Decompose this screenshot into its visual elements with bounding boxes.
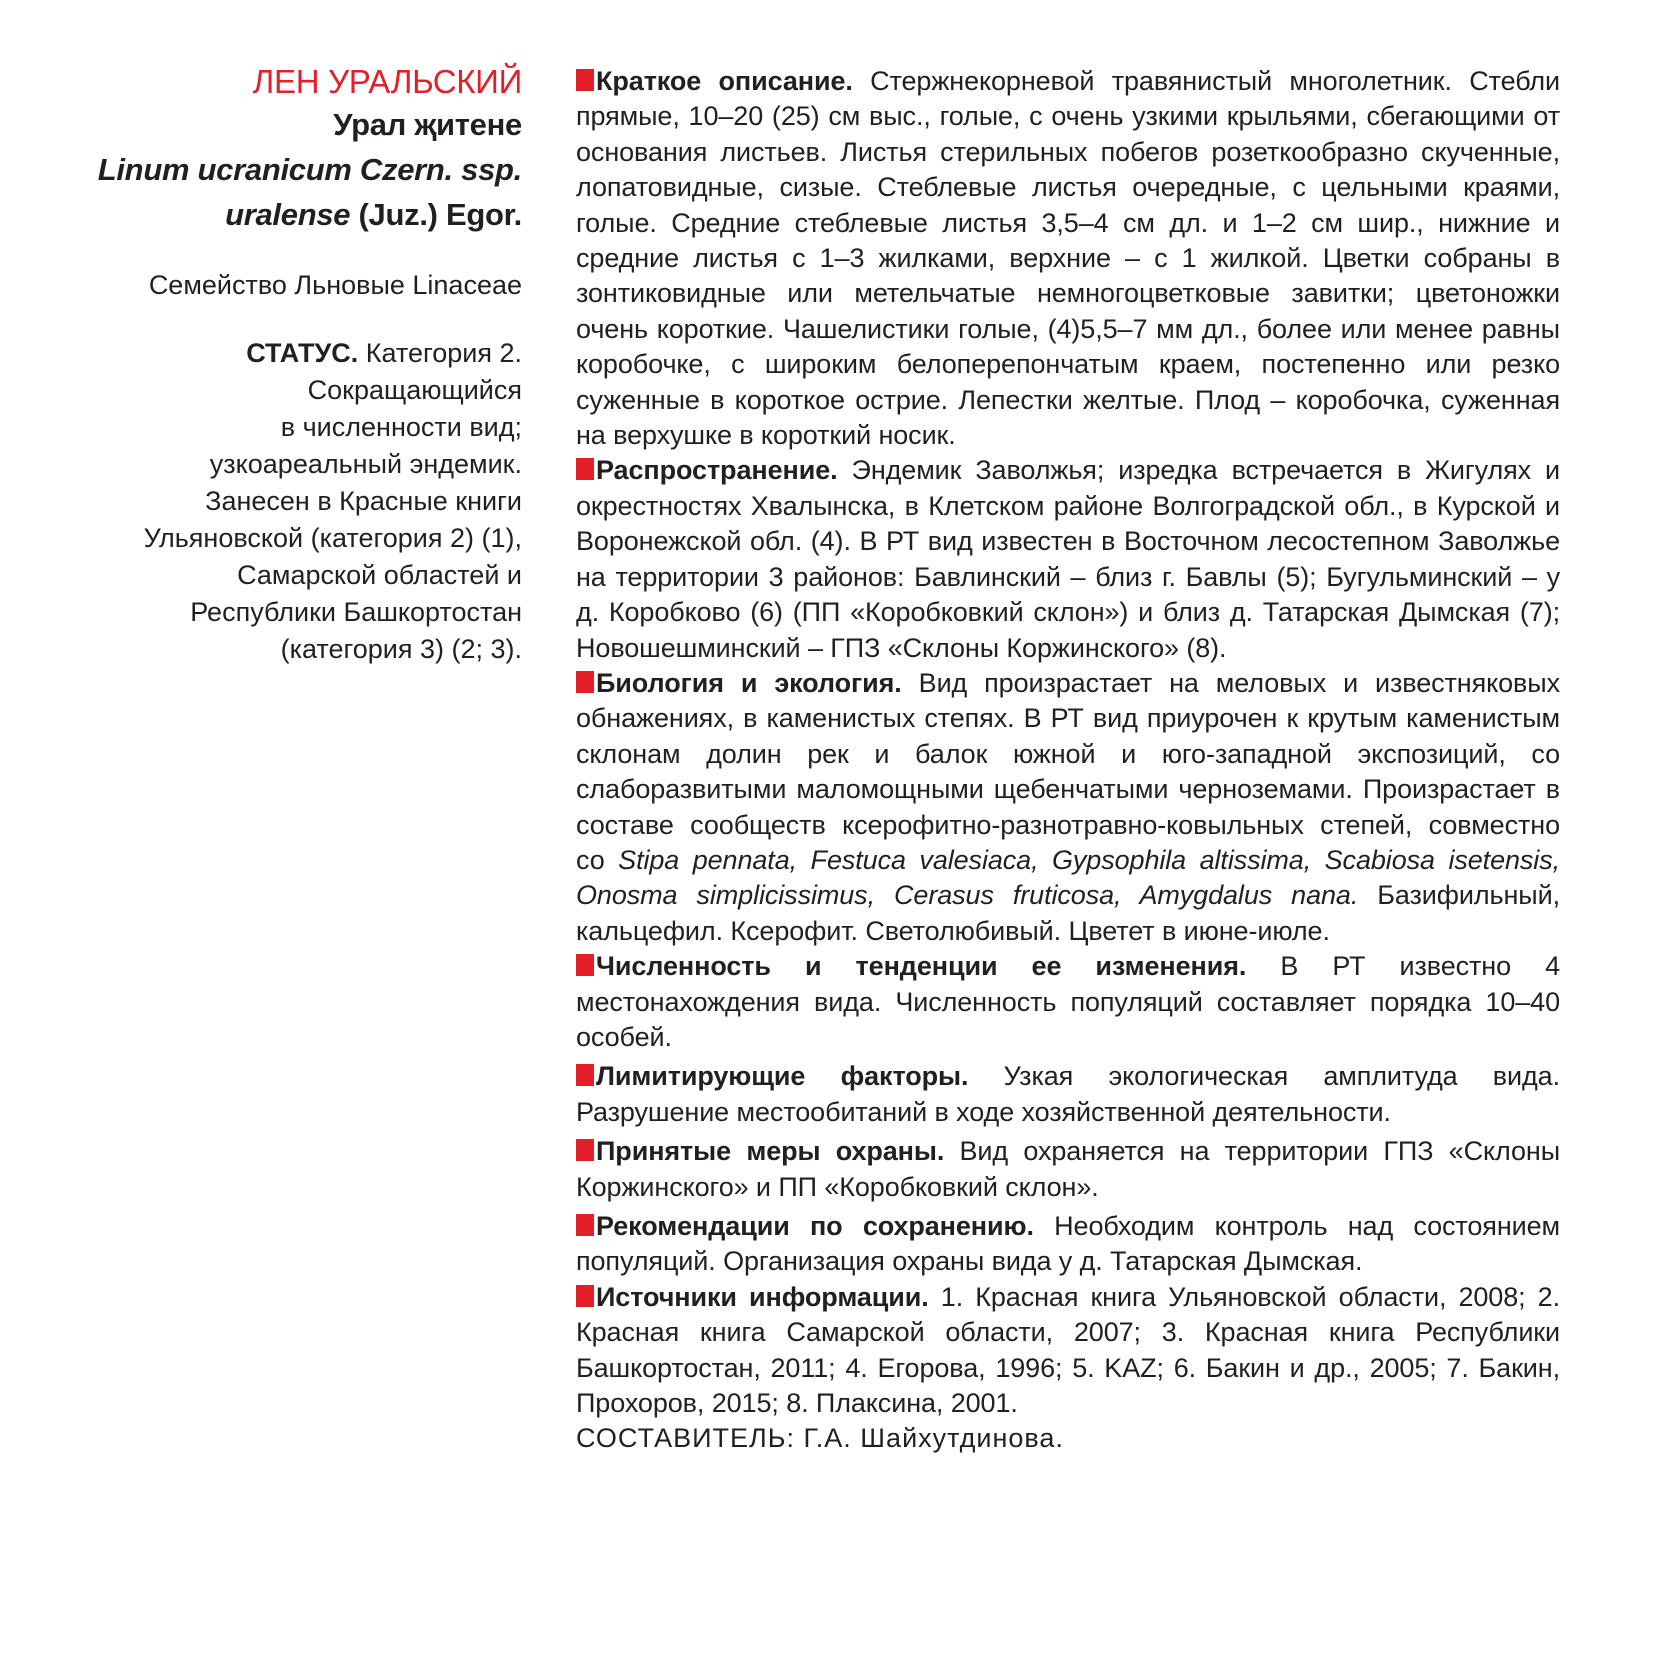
status-line: в численности вид; [280, 412, 522, 442]
status-line: Занесен в Красные книги [205, 486, 522, 516]
section-heading: Биология и экология. [596, 667, 902, 698]
section-heading: Рекомендации по сохранению. [596, 1211, 1034, 1241]
section-text: В РТ известно 4 местонахождения вида. Численность популяций составляет порядка 10–40 особей. [576, 951, 1560, 1052]
article-body [576, 64, 1560, 1457]
compiler: СОСТАВИТЕЛЬ: Г.А. Шайхутдинова. [576, 1423, 1064, 1454]
section-biology [576, 666, 1560, 949]
section-heading: Принятые меры охраны. [596, 1136, 945, 1167]
red-square-marker-icon [576, 1214, 594, 1236]
status-label: СТАТУС. [246, 338, 359, 368]
red-square-marker-icon [576, 69, 594, 91]
species-name-tatar: Урал җитене [333, 107, 522, 142]
species-name-russian: ЛЕН УРАЛЬСКИЙ [252, 63, 522, 100]
section-heading: Численность и тенденции ее изменения. [596, 951, 1247, 982]
associated-species: Stipa pennata, Festuca valesiaca, Gypsophila altissima, Scabiosa isetensis, Onosma simplicissimus, Cerasus fruticosa, Amygdalus nana. [576, 844, 1560, 911]
red-square-marker-icon [576, 1064, 594, 1086]
status-line: узкоареальный эндемик. [209, 449, 522, 479]
section-text: Базифильный, кальцефил. Ксерофит. Светолюбивый. Цветет в июне-июле. [576, 880, 1560, 946]
section-distribution [576, 453, 1560, 665]
section-abundance [576, 949, 1560, 1055]
section-heading: Лимитирующие факторы. [596, 1061, 969, 1092]
family-name: Семейство Льновые Linaceae [148, 270, 522, 300]
section-text: Необходим контроль над состоянием популяций. Организация охраны вида у д. Татарская Дымская. [576, 1211, 1560, 1277]
latin-name-subspecies: uralense [225, 197, 351, 232]
red-square-marker-icon [576, 1139, 594, 1161]
section-description [576, 64, 1560, 453]
red-square-marker-icon [576, 1285, 594, 1307]
section-heading: Краткое описание. [596, 66, 853, 96]
section-protection-measures [576, 1134, 1560, 1205]
status-block [60, 335, 522, 668]
section-text: Узкая экологическая амплитуда вида. Разрушение местообитаний в ходе хозяйственной деятельности. [576, 1061, 1560, 1127]
section-heading: Распространение. [596, 455, 838, 486]
section-text: 1. Красная книга Ульяновской области, 2008; 2. Красная книга Самарской области, 2007; 3. Красная книга Республики Башкортостан, 2011; 4. Егорова, 1996; 5. KAZ; 6. Бакин и др., 2005; 7. Бакин, Прохоров, 2015; 8. Плаксина, 2001. [576, 1281, 1560, 1419]
section-recommendations [576, 1209, 1560, 1280]
status-line: Ульяновской (категория 2) (1), [143, 523, 522, 553]
section-heading: Источники информации. [596, 1281, 929, 1312]
section-text: Вид охраняется на территории ГПЗ «Склоны Коржинского» и ПП «Коробковкий склон». [576, 1136, 1560, 1202]
latin-name-line1: Linum ucranicum Czern. ssp. [97, 152, 522, 187]
status-line: (категория 3) (2; 3). [280, 634, 522, 664]
species-header [60, 60, 522, 668]
status-line: Сокращающийся [307, 375, 522, 405]
section-text: Вид произрастает на меловых и известняковых обнажениях, в каменистых степях. В РТ вид приурочен к крутым каменистым склонам долин рек и балок южной и юго-западной экспозиций, со слаборазвитыми маломощными щебенчатыми черноземами. Произрастает в составе сообществ ксерофитно-разнотравно-ковыльных степей, совместно со [576, 667, 1560, 875]
status-line: Республики Башкортостан [190, 597, 522, 627]
red-square-marker-icon [576, 458, 594, 480]
section-sources [576, 1280, 1560, 1422]
status-line: Самарской областей и [237, 560, 522, 590]
status-line: СТАТУС. Категория 2. [246, 338, 522, 368]
section-text: Эндемик Заволжья; изредка встречается в Жигулях и окрестностях Хвалынска, в Клетском районе Волгоградской обл., в Курской и Воронежской обл. (4). В РТ вид известен в Восточном лесостепном Заволжье на территории 3 районов: Бавлинский – близ г. Бавлы (5); Бугульминский – у д. Коробково (6) (ПП «Коробковкий склон») и близ д. Татарская Дымская (7); Новошешминский – ГПЗ «Склоны Коржинского» (8). [576, 455, 1560, 663]
red-square-marker-icon [576, 954, 594, 976]
section-limiting-factors [576, 1059, 1560, 1130]
latin-name-author: (Juz.) Egor. [350, 197, 522, 232]
red-square-marker-icon [576, 671, 594, 693]
section-text: Стержнекорневой травянистый многолетник. Стебли прямые, 10–20 (25) см выс., голые, с очень узкими крыльями, сбегающими от основания листьев. Листья стерильных побегов розеткообразно скученные, лопатовидные, сизые. Стеблевые листья очередные, с цельными краями, голые. Средние стеблевые листья 3,5–4 см дл. и 1–2 см шир., нижние и средние листья с 1–3 жилками, верхние – с 1 жилкой. Цветки собраны в зонтиковидные или метельчатые немногоцветковые завитки; цветоножки очень короткие. Чашелистики голые, (4)5,5–7 мм дл., более или менее равны коробочке, с широким белоперепончатым краем, постепенно или резко суженные в короткое острие. Лепестки желтые. Плод – коробочка, суженная на верхушке в короткий носик. [576, 66, 1560, 451]
species-name-latin [60, 147, 522, 237]
